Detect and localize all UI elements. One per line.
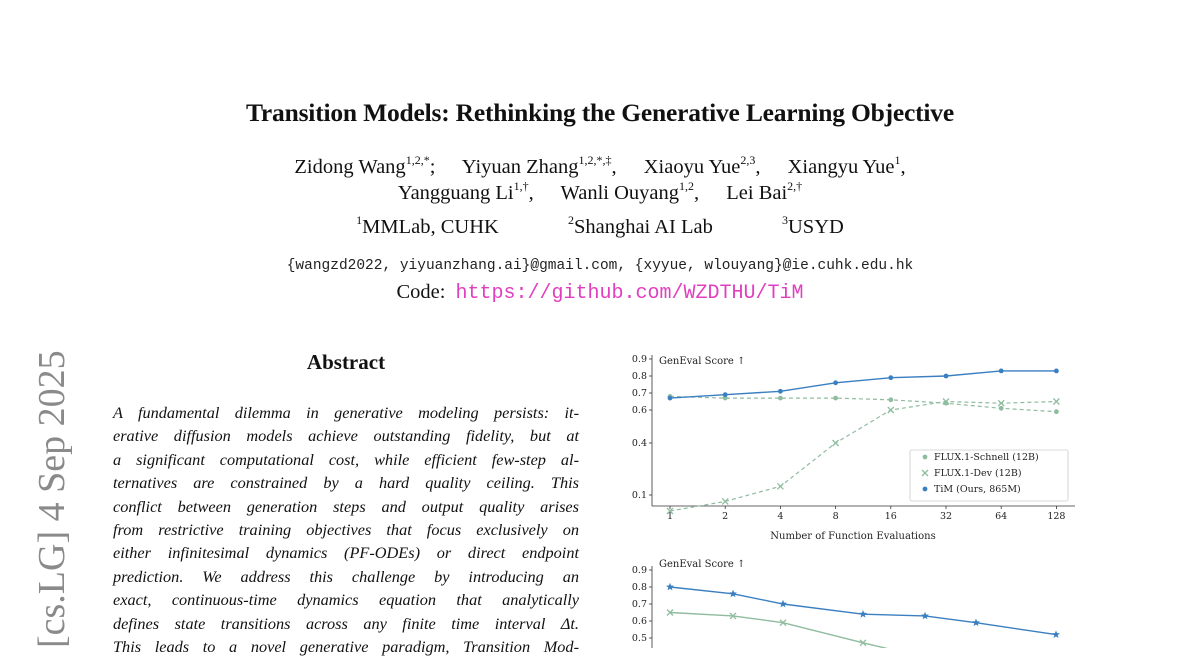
abstract-line: erative diffusion models achieve outstanding fidelity, but at — [113, 426, 579, 446]
star-marker — [1052, 630, 1060, 638]
abstract-line: defines state transitions across any finite time interval Δt. — [113, 613, 579, 633]
y-tick-label: 0.1 — [631, 490, 647, 501]
legend-entry: TiM (Ours, 865M) — [934, 484, 1021, 495]
chart-title: GenEval Score ↑ — [659, 559, 746, 570]
author-name: Yangguang Li — [397, 182, 514, 204]
affil-name: Shanghai AI Lab — [573, 216, 713, 238]
x-marker — [833, 440, 839, 446]
legend-entry: FLUX.1-Dev (12B) — [934, 468, 1022, 479]
y-tick-label: 0.5 — [631, 633, 647, 644]
abstract-line: A fundamental dilemma in generative modeling persists: it- — [113, 403, 579, 422]
code-link[interactable]: https://github.com/WZDTHU/TiM — [455, 282, 804, 305]
author-marks: 1,2,* — [405, 153, 430, 167]
author-marks: 1,† — [513, 179, 529, 193]
affil-mark: 1 — [356, 213, 363, 227]
x-marker — [777, 483, 783, 489]
abstract-line: exact, continuous-time dynamics equation that analytically — [113, 590, 579, 610]
star-marker — [859, 610, 867, 618]
x-marker — [888, 407, 894, 413]
author-name: Wanli Ouyang — [560, 182, 679, 204]
dot-marker — [923, 455, 928, 460]
author-marks: 1,2,*,‡ — [578, 153, 612, 167]
dot-marker — [1054, 409, 1059, 414]
y-tick-label: 0.8 — [631, 371, 647, 382]
dot-marker — [723, 392, 728, 397]
author-name: Zidong Wang — [294, 156, 406, 178]
x-tick-label: 4 — [777, 511, 784, 522]
series-line — [670, 396, 1056, 411]
email-line: {wangzd2022, yiyuanzhang.ai}@gmail.com, {xyyue, wlouyang}@ie.cuhk.edu.hk — [286, 258, 914, 274]
abstract-line: from restrictive training objectives that focus exclusively on — [113, 520, 579, 540]
x-tick-label: 32 — [939, 511, 953, 522]
abstract-line: a significant computational cost, while efficient few-step al- — [113, 449, 579, 469]
dot-marker — [833, 396, 838, 401]
y-tick-label: 0.7 — [631, 599, 647, 610]
abstract-line: conflict between generation steps and output quality arises — [113, 496, 579, 516]
arxiv-stamp: [cs.LG] 4 Sep 2025 — [31, 350, 73, 648]
author-marks: 1 — [894, 153, 901, 167]
legend-entry: FLUX.1-Schnell (12B) — [934, 452, 1039, 463]
dot-marker — [999, 406, 1004, 411]
affil-mark: 3 — [782, 213, 788, 227]
x-marker — [1053, 399, 1059, 405]
geneval-figure — [620, 345, 1080, 648]
series-line — [670, 371, 1056, 398]
dot-marker — [999, 369, 1004, 374]
y-tick-label: 0.8 — [631, 582, 647, 593]
dot-marker — [888, 397, 893, 402]
abstract-line: prediction. We address this challenge by introducing an — [113, 566, 579, 586]
dot-marker — [923, 487, 928, 492]
x-tick-label: 2 — [722, 511, 729, 522]
series-line — [670, 613, 925, 649]
x-axis-label: Number of Function Evaluations — [770, 531, 936, 542]
author-marks: 2,† — [787, 179, 803, 193]
author-line-2: Yangguang $Li^{1,\dagger}$, Wanli Ouyang$^{1,2}$, Lei Bai$^{2,\dagger}$ — [397, 179, 803, 204]
x-tick-label: 16 — [884, 511, 897, 522]
chart-title: GenEval Score ↑ — [659, 356, 746, 367]
abstract-body — [113, 401, 579, 658]
y-tick-label: 0.9 — [631, 354, 647, 365]
dot-marker — [888, 375, 893, 380]
y-tick-label: 0.6 — [631, 616, 647, 627]
abstract-heading: Abstract — [306, 350, 386, 374]
author-line-1: Zidong Wang$^{1,2,*}$; Yiyuan Zhang$^{1,2,*,\ddagger}$, Xiaoyu Yue$^{2,3}$, Xiangyu Yue$^1$, — [294, 153, 906, 178]
code-label: Code: — [396, 281, 446, 303]
author-marks: 1,2 — [679, 179, 694, 193]
author-marks: 2,3 — [740, 153, 756, 167]
dot-marker — [944, 374, 949, 379]
author-name: Xiaoyu Yue — [643, 156, 741, 178]
star-marker — [921, 612, 929, 620]
x-tick-label: 8 — [832, 511, 839, 522]
abstract-line: either infinitesimal dynamics (PF-ODEs) or direct endpoint — [113, 543, 579, 563]
affiliations — [0, 213, 1200, 239]
star-marker — [666, 583, 674, 591]
code-line — [0, 281, 1200, 305]
author-name: Lei Bai — [726, 182, 788, 204]
star-marker — [779, 600, 787, 608]
affil-name: USYD — [788, 216, 844, 238]
y-tick-label: 0.6 — [631, 405, 647, 416]
y-tick-label: 0.4 — [631, 438, 647, 449]
dot-marker — [778, 389, 783, 394]
author-name: Xiangyu Yue — [787, 156, 895, 178]
dot-marker — [778, 396, 783, 401]
dot-marker — [668, 396, 673, 401]
author-name: Yiyuan Zhang — [461, 156, 579, 178]
x-tick-label: 128 — [1047, 511, 1066, 522]
abstract-line: This leads to a novel generative paradigm, Transition Mod- — [113, 637, 579, 657]
star-marker — [729, 590, 737, 598]
abstract-line: ternatives are constrained by a hard quality ceiling. This — [113, 473, 579, 493]
dot-marker — [1054, 369, 1059, 374]
x-tick-label: 64 — [995, 511, 1008, 522]
affil-mark: 2 — [567, 213, 574, 227]
paper-title: Transition Models: Rethinking the Generative Learning Objective — [246, 98, 954, 127]
dot-marker — [833, 380, 838, 385]
star-marker — [972, 619, 980, 627]
y-tick-label: 0.9 — [631, 565, 647, 576]
y-tick-label: 0.7 — [631, 388, 647, 399]
affil-name: MMLab, CUHK — [362, 216, 499, 238]
x-tick-label: 1 — [666, 511, 674, 522]
